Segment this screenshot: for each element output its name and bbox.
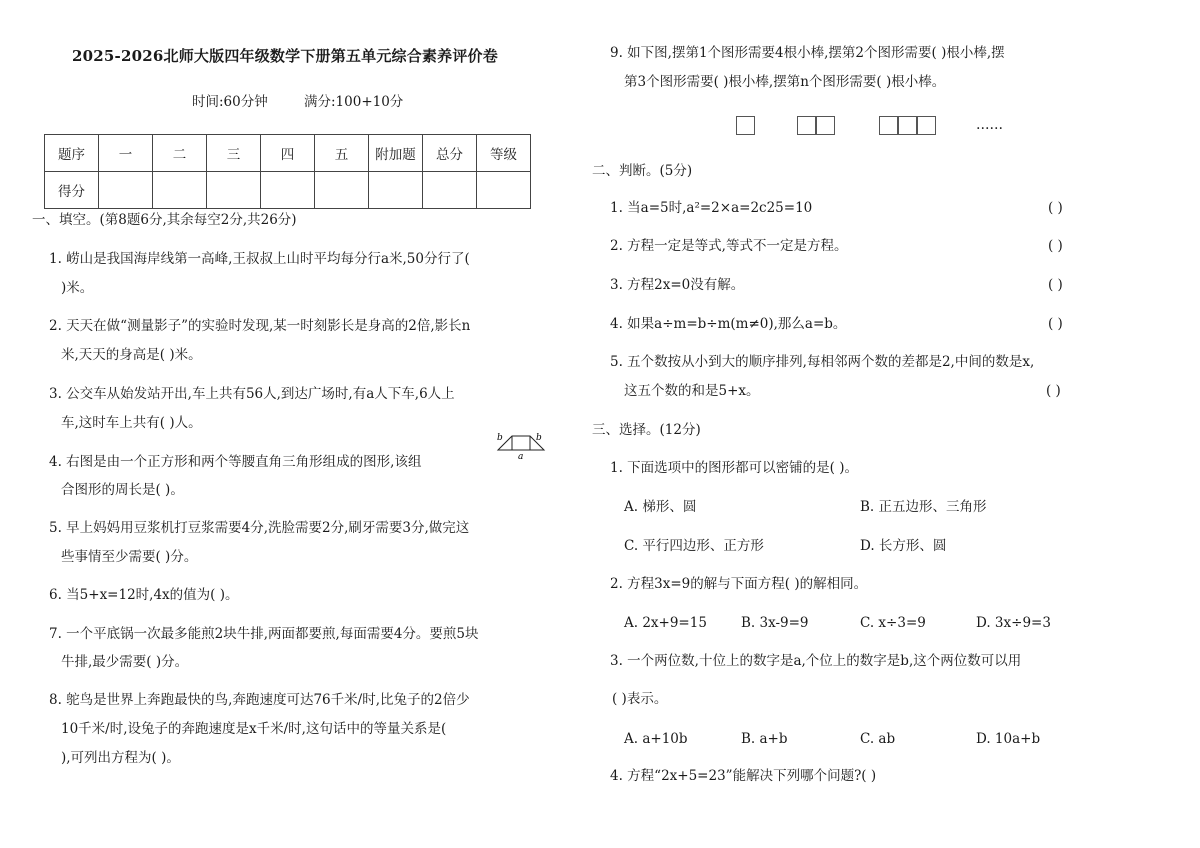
square-cell <box>797 116 816 135</box>
q3-line-2: 车,这时车上共有( )人。 <box>61 415 202 431</box>
score-table-score-row <box>45 172 531 209</box>
score-table <box>44 134 531 209</box>
score-cell[interactable] <box>153 172 207 209</box>
score-cell[interactable] <box>261 172 315 209</box>
q4-line-2: 合图形的周长是( )。 <box>61 482 184 498</box>
choice-q3-line-1: 3. 一个两位数,十位上的数字是a,个位上的数字是b,这个两位数可以用 <box>610 653 1022 669</box>
q4-line-1: 4. 右图是由一个正方形和两个等腰直角三角形组成的图形,该组 <box>49 454 422 470</box>
choice-q1-option-d[interactable]: D. 长方形、圆 <box>860 538 947 554</box>
q9-ellipsis: …… <box>976 117 1003 133</box>
score-table-header: 三 <box>207 135 261 172</box>
square-cell <box>917 116 936 135</box>
judge-item-5-line-1: 5. 五个数按从小到大的顺序排列,每相邻两个数的差都是2,中间的数是x, <box>610 354 1035 370</box>
section-1-heading: 一、填空。(第8题6分,其余每空2分,共26分) <box>32 212 297 228</box>
q3-line-1: 3. 公交车从始发站开出,车上共有56人,到达广场时,有a人下车,6人上 <box>49 386 455 402</box>
judge-answer-paren-2[interactable]: ( ) <box>1048 238 1063 254</box>
choice-q1-option-b[interactable]: B. 正五边形、三角形 <box>860 499 987 515</box>
score-row-label: 得分 <box>45 172 99 209</box>
square-cell <box>898 116 917 135</box>
choice-q4: 4. 方程“2x+5=23”能解决下列哪个问题?( ) <box>610 768 877 784</box>
judge-item-4: 4. 如果a÷m=b÷m(m≠0),那么a=b。 <box>610 316 847 332</box>
score-cell[interactable] <box>207 172 261 209</box>
q1-line-2: )米。 <box>61 280 94 296</box>
score-cell[interactable] <box>315 172 369 209</box>
q2-line-1: 2. 天天在做“测量影子”的实验时发现,某一时刻影长是身高的2倍,影长n <box>49 318 471 334</box>
score-cell[interactable] <box>99 172 153 209</box>
score-table-header: 附加题 <box>369 135 423 172</box>
choice-q1-option-c[interactable]: C. 平行四边形、正方形 <box>624 538 764 554</box>
figure-label-b-left: b <box>497 433 503 443</box>
choice-q2-option-c[interactable]: C. x÷3=9 <box>860 615 926 631</box>
choice-q2: 2. 方程3x=9的解与下面方程( )的解相同。 <box>610 576 868 592</box>
judge-answer-paren-1[interactable]: ( ) <box>1048 200 1063 216</box>
judge-answer-paren-3[interactable]: ( ) <box>1048 277 1063 293</box>
q9-line-1: 9. 如下图,摆第1个图形需要4根小棒,摆第2个图形需要( )根小棒,摆 <box>610 45 1005 61</box>
judge-item-1: 1. 当a=5时,a²=2×a=2c25=10 <box>610 200 813 216</box>
q6-line-1: 6. 当5+x=12时,4x的值为( )。 <box>49 587 239 603</box>
choice-q3-option-a[interactable]: A. a+10b <box>624 731 688 747</box>
section-2-heading: 二、判断。(5分) <box>592 163 693 179</box>
score-table-header: 等级 <box>477 135 531 172</box>
choice-q3-line-2: ( )表示。 <box>612 691 668 707</box>
choice-q2-option-d[interactable]: D. 3x÷9=3 <box>976 615 1051 631</box>
choice-q2-option-b[interactable]: B. 3x-9=9 <box>741 615 809 631</box>
q1-line-1: 1. 崂山是我国海岸线第一高峰,王叔叔上山时平均每分行a米,50分行了( <box>49 251 470 267</box>
judge-answer-paren-4[interactable]: ( ) <box>1048 316 1063 332</box>
choice-q3-option-c[interactable]: C. ab <box>860 731 896 747</box>
q5-line-2: 些事情至少需要( )分。 <box>61 549 198 565</box>
score-cell[interactable] <box>477 172 531 209</box>
exam-full-score: 满分:100+10分 <box>304 94 404 110</box>
q4-trapezoid-figure <box>492 428 548 460</box>
score-cell[interactable] <box>369 172 423 209</box>
choice-q1-option-a[interactable]: A. 梯形、圆 <box>624 499 697 515</box>
square-cell <box>736 116 755 135</box>
judge-item-3: 3. 方程2x=0没有解。 <box>610 277 745 293</box>
judge-item-5-line-2: 这五个数的和是5+x。 <box>624 383 760 399</box>
score-table-header-row <box>45 135 531 172</box>
judge-answer-paren-5[interactable]: ( ) <box>1046 383 1061 399</box>
q8-line-3: ),可列出方程为( )。 <box>61 750 180 766</box>
q8-line-1: 8. 鸵鸟是世界上奔跑最快的鸟,奔跑速度可达76千米/时,比兔子的2倍少 <box>49 692 470 708</box>
choice-q3-option-b[interactable]: B. a+b <box>741 731 788 747</box>
score-table-header: 五 <box>315 135 369 172</box>
section-3-heading: 三、选择。(12分) <box>592 422 701 438</box>
choice-q2-option-a[interactable]: A. 2x+9=15 <box>624 615 707 631</box>
q8-line-2: 10千米/时,设兔子的奔跑速度是x千米/时,这句话中的等量关系是( <box>61 721 447 737</box>
q9-line-2: 第3个图形需要( )根小棒,摆第n个图形需要( )根小棒。 <box>624 74 946 90</box>
q7-line-2: 牛排,最少需要( )分。 <box>61 654 189 670</box>
q7-line-1: 7. 一个平底锅一次最多能煎2块牛排,两面都要煎,每面需要4分。要煎5块 <box>49 626 479 642</box>
exam-title: 2025-2026北师大版四年级数学下册第五单元综合素养评价卷 <box>72 47 498 65</box>
square-cell <box>879 116 898 135</box>
q2-line-2: 米,天天的身高是( )米。 <box>61 347 202 363</box>
score-table-header: 四 <box>261 135 315 172</box>
right-column <box>590 0 1200 848</box>
figure-label-b-right: b <box>536 433 542 443</box>
choice-q3-option-d[interactable]: D. 10a+b <box>976 731 1041 747</box>
score-table-header: 一 <box>99 135 153 172</box>
choice-q1: 1. 下面选项中的图形都可以密铺的是( )。 <box>610 460 858 476</box>
score-cell[interactable] <box>423 172 477 209</box>
square-cell <box>816 116 835 135</box>
score-table-header: 总分 <box>423 135 477 172</box>
judge-item-2: 2. 方程一定是等式,等式不一定是方程。 <box>610 238 848 254</box>
figure-label-a: a <box>518 452 524 460</box>
score-table-header: 题序 <box>45 135 99 172</box>
q5-line-1: 5. 早上妈妈用豆浆机打豆浆需要4分,洗脸需要2分,刷牙需要3分,做完这 <box>49 520 470 536</box>
score-table-header: 二 <box>153 135 207 172</box>
exam-time: 时间:60分钟 <box>192 94 268 110</box>
